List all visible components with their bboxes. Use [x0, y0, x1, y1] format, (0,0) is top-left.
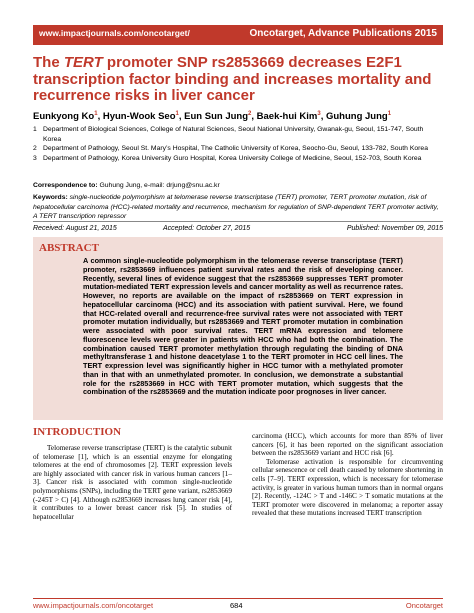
paragraph: Telomerase activation is responsible for circumventing cellular senescence or cell death caused by telomere shortening in cells [7–9]. TERT expression, which is necessary for telomerase activity, is greater in various human tumors than in normal organs [2]. Recently, -124C > T and -146C > T somatic mutations at the TERT promoter were discovered in melanoma; a reporter assay revealed that these mutations increased TERT transcription	[252, 457, 443, 518]
accepted-date: Accepted: October 27, 2015	[163, 225, 251, 232]
abstract-text: A common single-nucleotide polymorphism in the telomerase reverse transcriptase (TERT) promoter, rs2853669 influences patient survival rates and the risk of developing cancer. Recently, several lines of evidence suggest that the rs2853669 suppresses TERT promoter mutation-mediated TERT expression levels and cancer mortality as well as recurrence rates. However, no reports are available on the impact of rs2853669 on TERT expression in hepatocellular carcinoma (HCC) and its association with patient survival. Here, we found that HCC-related overall and recurrence-free survival rates were not associated with TERT promoter mutation individually, but rs2853669 and TERT promoter mutation in combination were associated with poor survival rates. TERT mRNA expression and telomere fluorescence levels were greater in patients with HCC who had both the combination. The combination caused TERT promoter methylation through regulating the binding of DNA methyltransferase 1 and histone deacetylase 1 to the TERT promoter in HCC cell lines. The TERT expression level was significantly higher in HCC tumor with a methylated promoter than in that with an unmethylated promoter. In conclusion, we demonstrate a substantial role for the rs2853669 in HCC with TERT promoter mutation, which suggests that the combination of the rs2853669 and the mutation indicate poor prognoses in liver cancer.	[83, 256, 403, 397]
affiliation: 2 Department of Pathology, Seoul St. Mary’s Hospital, The Catholic University of Korea, Seocho-Gu, Seoul, 133-782, South Korea	[33, 145, 428, 152]
correspondence	[33, 182, 443, 189]
footer-journal-name: Oncotarget	[405, 601, 443, 610]
header-journal-name: Oncotarget, Advance Publications 2015	[249, 28, 437, 39]
title-text-start: The	[33, 54, 64, 71]
title-text-rest: promoter SNP rs2853669 decreases E2F1 transcription factor binding and increases mortality and recurrence risks in liver cancer	[33, 54, 432, 104]
received-date: Received: August 21, 2015	[33, 225, 117, 232]
article-title	[33, 55, 443, 105]
footer-divider	[33, 598, 443, 599]
affiliation: 3 Department of Pathology, Korea University Guro Hospital, Korea University College of Medicine, Seoul, 152-703, South Korea	[33, 154, 422, 162]
introduction-heading: INTRODUCTION	[33, 426, 122, 438]
author: Guhung Jung$^1$	[325, 111, 392, 123]
paragraph: Telomerase reverse transcriptase (TERT) is the catalytic subunit of telomerase [1], which is an essential enzyme for elongating telomeres at the end of chromosomes [2]. TERT expression levels are highly associated with cancer risk in various human cancers [1–3]. Cancer risk is associated with common single-nucleotide polymorphisms (SNPs), including the TERT gene variant, rs2853669 (-245T > C) [4]. Although rs2853669 increases lung cancer risk [4], it contributes to a lower breast cancer risk [5]. In studies of hepatocellular	[33, 444, 232, 521]
abstract-heading: ABSTRACT	[39, 242, 99, 254]
header-url-link[interactable]: www.impactjournals.com/oncotarget/	[39, 28, 190, 38]
correspondence-label: Correspondence to:	[33, 182, 98, 189]
author: Hyun-Wook Seo$^1$,	[102, 111, 185, 123]
body-column-right	[252, 432, 443, 518]
correspondence-email[interactable]: Guhung Jung, e-mail: drjung@snu.ac.kr	[97, 182, 220, 189]
author-list	[33, 111, 443, 122]
published-date: Published: November 09, 2015	[346, 225, 443, 232]
journal-header-bar	[33, 25, 443, 45]
keywords-text: single-nucleotide polymorphism at telomerase reverse transcriptase (TERT) promoter, TERT promoter mutation, risk of hepatocellular carcinoma (HCC)-related mortality and recurrence, mechanism for regulation of SNP-dependent TERT promoter activity, A TERT transcription repressor	[33, 194, 439, 220]
title-gene-name: TERT	[63, 54, 103, 71]
affiliation: 1 Department of Biological Sciences, College of Natural Sciences, Seoul National University, Gwanak-gu, Seoul, 151-747, South Korea	[33, 126, 424, 143]
footer-url-link[interactable]: www.impactjournals.com/oncotarget	[33, 601, 154, 610]
page-number: 684	[230, 601, 243, 610]
author: Eun Sun Jung$^2$,	[184, 111, 257, 123]
divider	[33, 221, 443, 222]
paragraph: carcinoma (HCC), which accounts for more than 85% of liver cancers [6], it has been reported on the significant association between the rs2853669 variant and HCC risk [6].	[252, 432, 443, 458]
affiliation-list	[33, 125, 443, 163]
keywords-label: Keywords:	[33, 194, 68, 201]
author: Baek-hui Kim$^3$,	[256, 111, 326, 123]
author: Eunkyong Ko$^1$,	[33, 111, 103, 123]
keywords	[33, 193, 443, 222]
body-column-left	[33, 444, 232, 521]
abstract-box	[33, 237, 443, 420]
